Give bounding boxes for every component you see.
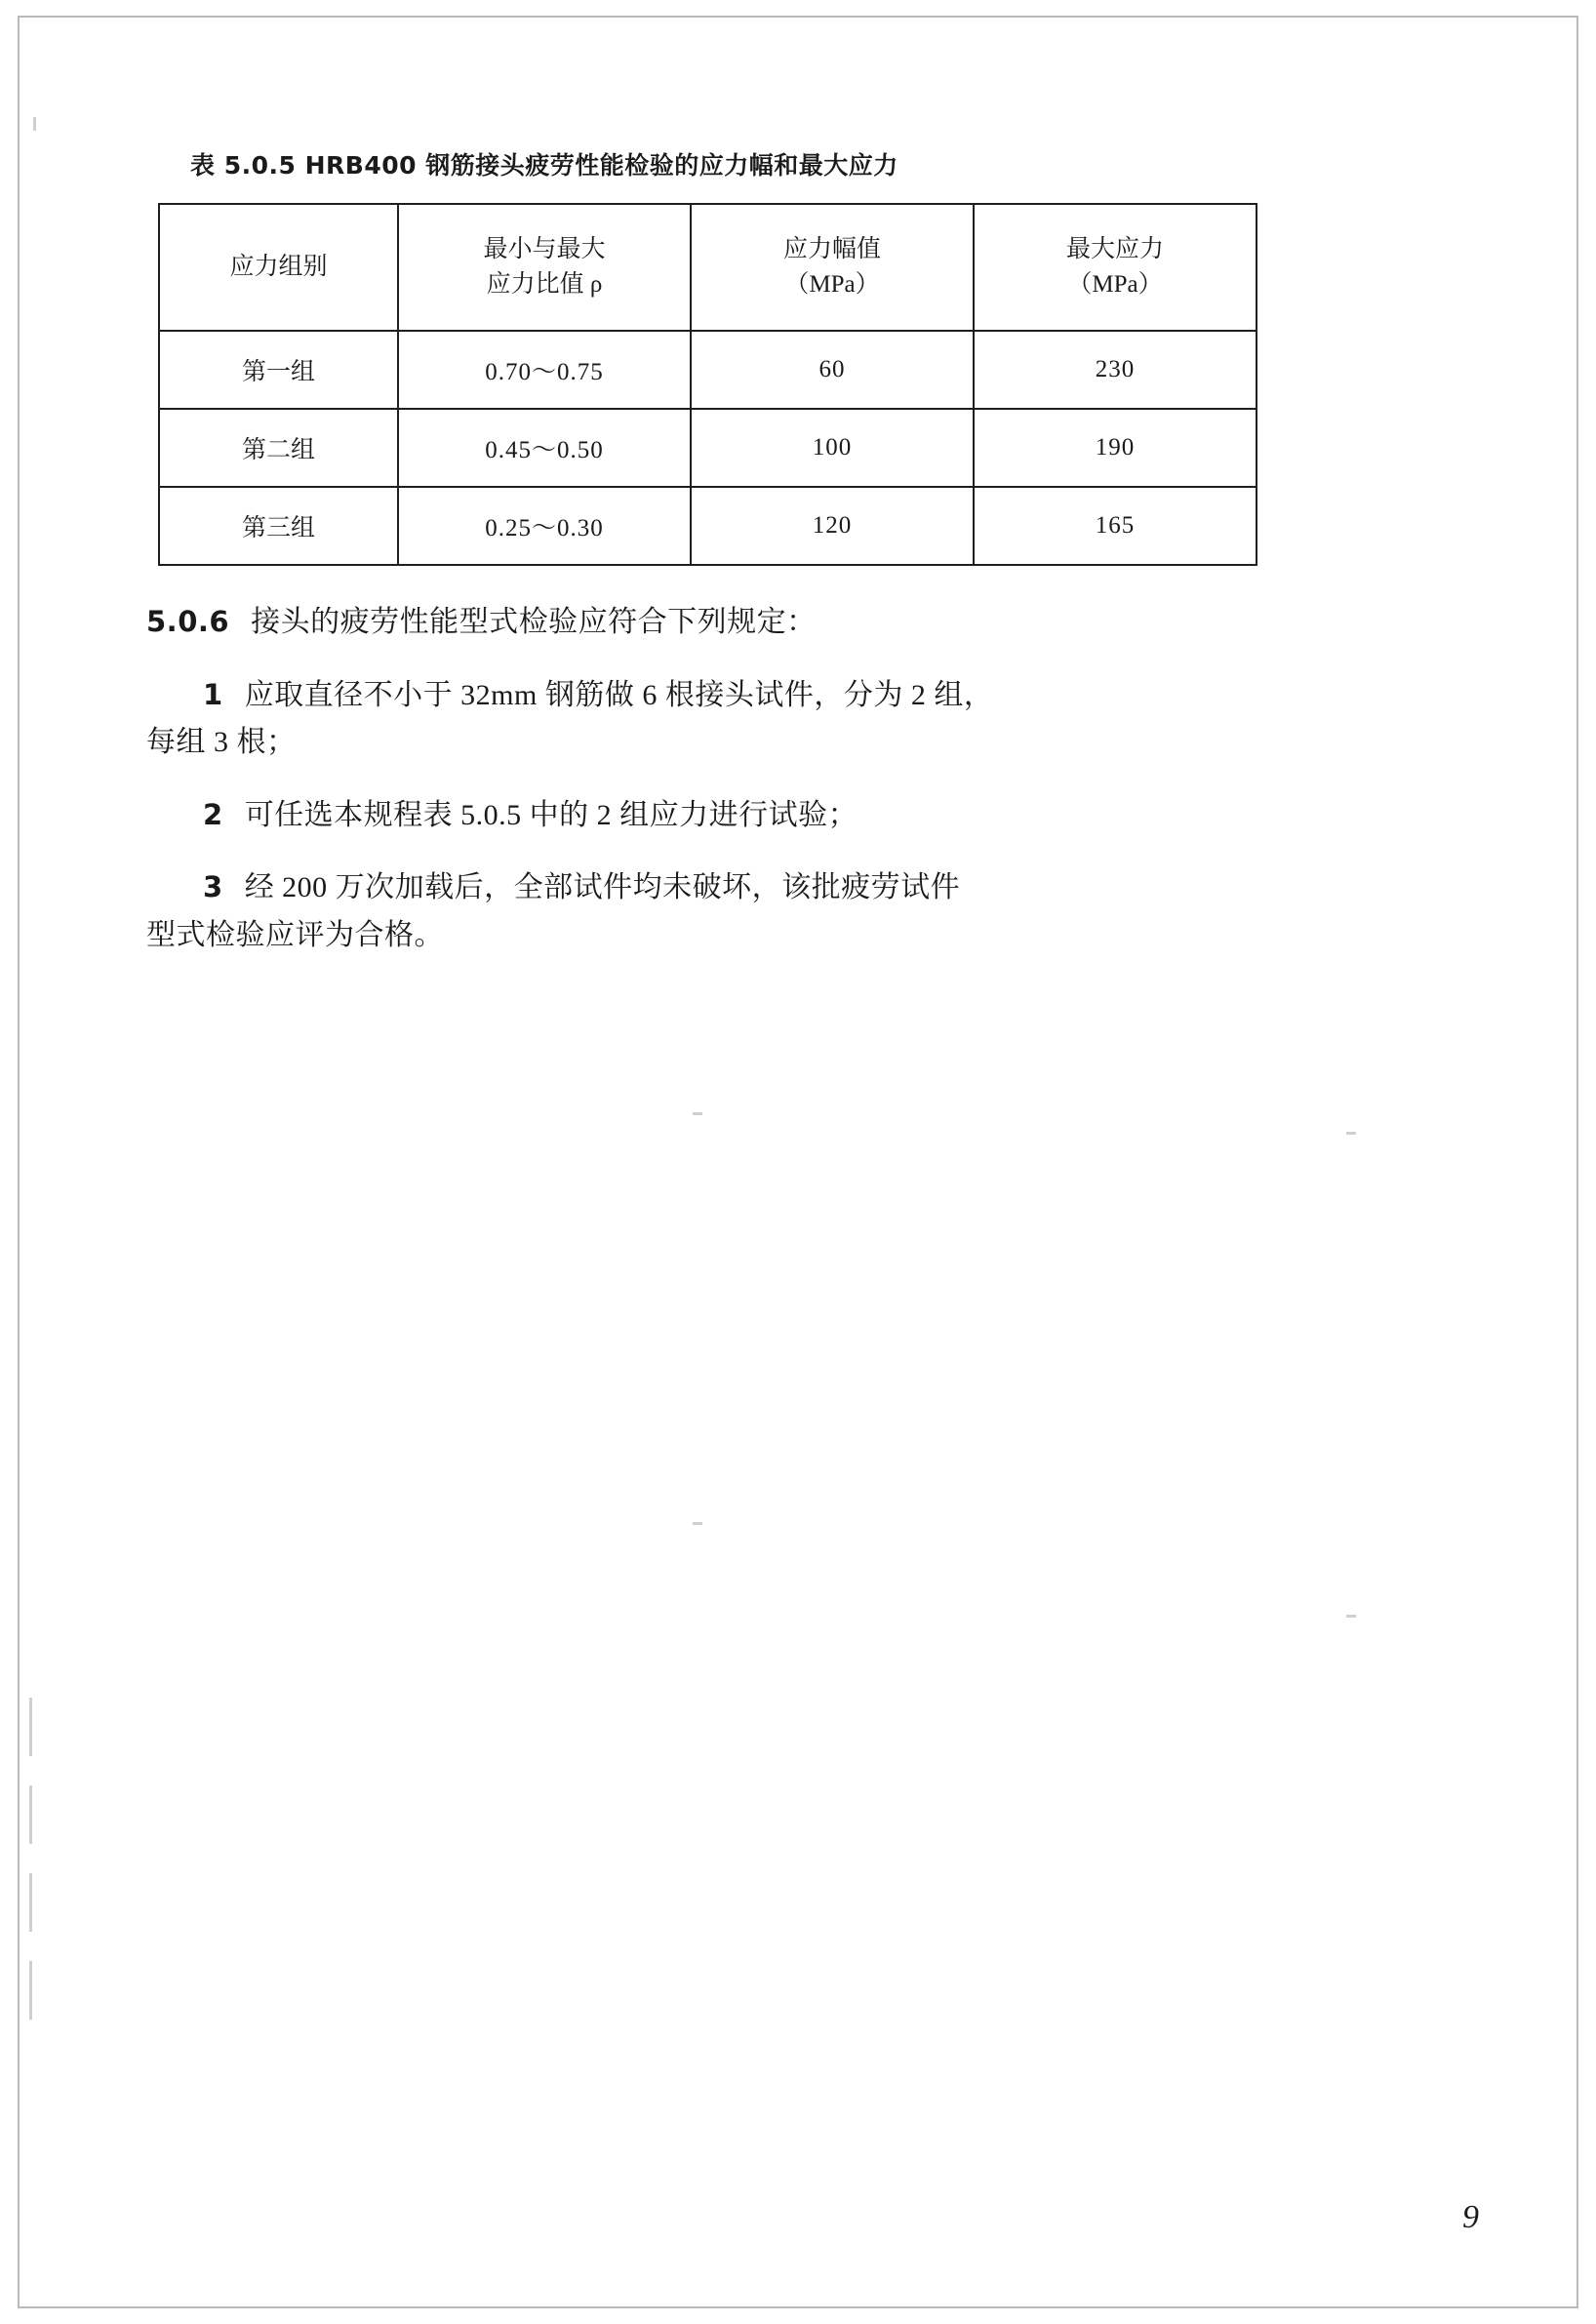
page-border-top: [18, 16, 1578, 18]
table-cell-amplitude: 120: [691, 487, 974, 565]
header-line-1: 最大应力: [1065, 235, 1164, 262]
list-item-text: 可任选本规程表 5.0.5 中的 2 组应力进行试验；: [244, 798, 858, 831]
table-cell-amplitude: 100: [691, 409, 974, 487]
scan-artifact: [29, 1698, 32, 1756]
scan-artifact: [29, 1961, 32, 2020]
list-item-number: 1: [203, 677, 223, 711]
header-line-1: 最小与最大: [483, 235, 606, 262]
list-item-continuation: 每组 3 根；: [146, 726, 297, 759]
page-number: 9: [1462, 2199, 1479, 2235]
header-line-2: 应力比值 ρ: [486, 271, 603, 298]
table-header-cell-ratio: [398, 204, 691, 331]
scan-artifact: [29, 1785, 32, 1844]
table-cell-ratio: 0.70～0.75: [398, 331, 691, 409]
table-caption: 表 5.0.5 HRB400 钢筋接头疲劳性能检验的应力幅和最大应力: [190, 151, 898, 180]
table-header-row: [159, 204, 1257, 331]
scan-artifact: [693, 1112, 702, 1115]
list-item-number: 2: [203, 797, 223, 831]
table-row: [159, 331, 1257, 409]
table-header-cell-amplitude: [691, 204, 974, 331]
table-header-cell-group: [159, 204, 398, 331]
list-item-number: 3: [203, 870, 223, 904]
list-item: [146, 864, 1415, 959]
list-item-text: 应取直径不小于 32mm 钢筋做 6 根接头试件，分为 2 组，: [244, 678, 994, 711]
clause-text: 接头的疲劳性能型式检验应符合下列规定：: [251, 606, 817, 638]
table-row: [159, 409, 1257, 487]
header-line-1: 应力组别: [229, 253, 328, 280]
table-cell-max-stress: 165: [974, 487, 1257, 565]
scan-artifact: [1346, 1132, 1356, 1135]
page-border-left: [18, 16, 20, 2308]
table-cell-group: 第二组: [159, 409, 398, 487]
stress-table: [158, 203, 1257, 566]
table-cell-group: 第一组: [159, 331, 398, 409]
table-header-cell-max-stress: [974, 204, 1257, 331]
list-item: [146, 672, 1415, 767]
table-cell-max-stress: 230: [974, 331, 1257, 409]
table-cell-amplitude: 60: [691, 331, 974, 409]
table-cell-ratio: 0.25～0.30: [398, 487, 691, 565]
scan-artifact: [693, 1522, 702, 1525]
table-row: [159, 487, 1257, 565]
page-border-bottom: [18, 2306, 1578, 2308]
list-item-continuation: 型式检验应评为合格。: [146, 918, 444, 951]
header-line-2: （MPa）: [1067, 271, 1163, 298]
clause-number: 5.0.6: [146, 605, 230, 638]
header-line-2: （MPa）: [784, 271, 880, 298]
scan-artifact: [33, 117, 36, 131]
table-cell-group: 第三组: [159, 487, 398, 565]
document-page: [146, 146, 1415, 960]
scan-artifact: [1346, 1615, 1356, 1618]
scan-artifact: [29, 1873, 32, 1932]
header-line-1: 应力幅值: [782, 235, 881, 262]
list-item-text: 经 200 万次加载后，全部试件均未破坏，该批疲劳试件: [244, 871, 961, 904]
list-item: [146, 792, 1415, 840]
table-cell-max-stress: 190: [974, 409, 1257, 487]
clause-paragraph: [146, 599, 1415, 647]
page-border-right: [1576, 16, 1578, 2308]
table-cell-ratio: 0.45～0.50: [398, 409, 691, 487]
